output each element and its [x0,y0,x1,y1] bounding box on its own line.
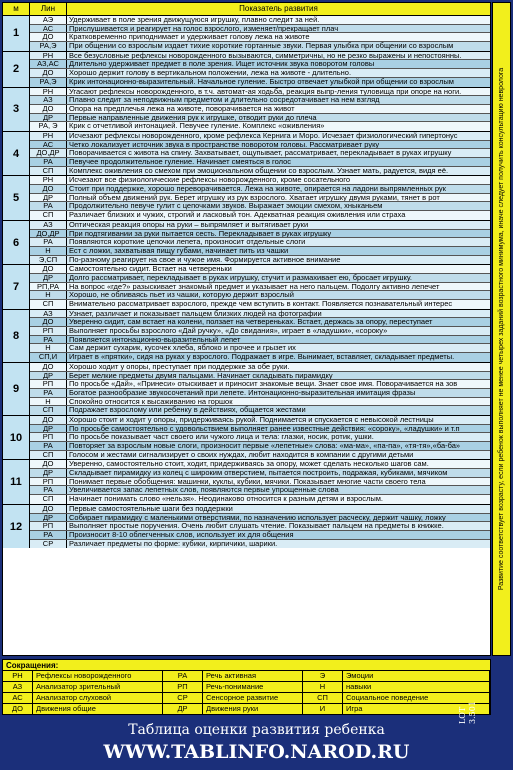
month-number: 5 [3,176,30,219]
indicator-text: Четко локализует источник звука в пространстве поворотом головы. Рассматривает руку [69,140,380,149]
site-url: WWW.TABLINFO.NAROD.RU [103,741,410,763]
indicator-text: Хорошо стоит и ходит у опоры, придерживаясь рукой. Поднимается и спускается с невысокой лестницы [69,415,434,424]
abbreviation-meaning: Речь активная [203,671,303,682]
line-code: ДО [30,265,67,273]
indicator-text: Начинает понимать слово «нельзя». Неодинаково относится к разным детям и взрослым. [69,495,384,504]
indicator-text: Узнает, различает и показывает пальцем близких людей на фотографии [69,309,322,318]
line-code: ДО [30,505,67,513]
line-code: АЗ [30,310,67,318]
line-code: РА [30,158,67,166]
table-row [30,122,490,131]
table-row [30,363,490,372]
line-code: ДР [30,514,67,522]
table-row [30,274,490,283]
indicator-text: Повторяет за взрослым новые слоги, произносит первые «лепетные» слова: «ма-ма», «па-па», «тя-тя»,«ба-ба» [69,442,461,450]
line-code: ДО,ДР [30,230,67,238]
indicator-text: Стоит при поддержке, хорошо переворачивается. Лежа на животе, опирается на ладони выпрямленных рук [69,185,446,193]
abbreviation-code: ДР [163,704,203,715]
table-row [30,167,490,176]
indicator-text: Крик с отчетливой интонацией. Певучее гуление. Комплекс «оживления» [69,122,325,131]
line-code: ДО [30,416,67,424]
abbreviation-meaning: Игра [343,704,490,715]
table-row [30,158,490,167]
indicator-text: Появляется интонационно-выразительный лепет [69,335,241,344]
table-row [30,69,490,78]
abbreviation-code: РН [3,671,33,682]
indicator-text: Долго рассматривает, перекладывает в руках игрушку, стучит и размахивает ею, бросает игрушку. [69,273,412,282]
month-rows [30,416,490,459]
abbreviation-code: Э [303,671,343,682]
line-code: АС [30,25,67,33]
month-number: 1 [3,16,30,51]
table-row [30,442,490,451]
line-code: АЗ [30,96,67,104]
line-code: ДО [30,33,67,41]
abbreviation-meaning: Анализатор слуховой [33,693,163,704]
table-row [30,52,490,61]
indicator-text: Произносит 8-10 облегченных слов, использует их для общения [69,530,294,539]
indicator-text: Крик интонационно-выразительный. Начальное гуление. Быстро отвечает улыбкой при общении со взрослым [69,77,454,86]
indicator-text: Складывает пирамидку из колец с широким отверстием, пытается построить, подражая, кубиками, мячиком [69,469,448,477]
line-code: РА [30,486,67,494]
table-row [30,265,490,274]
month-number: 8 [3,310,30,362]
indicator-text: Первые направленные движения рук к игрушке, отводит руки до плеча [69,113,317,122]
table-row [30,96,490,105]
month-group [3,88,490,132]
lot-value: 3.501 [468,701,477,724]
month-number: 2 [3,52,30,87]
indicator-text: Различает близких и чужих, строгий и ласковый тон. Адекватная реакция оживления или страха [69,211,406,220]
abbreviation-code: РП [163,682,203,693]
indicator-text: Подражает взрослому или ребенку в действиях, общается жестами [69,406,306,415]
table-row [30,132,490,141]
indicator-text: Появляются короткие цепочки лепета, произносит отдельные слоги [69,238,306,246]
indicator-text: Уверенно сидит, сам встает на колени, ползает на четвереньках. Встает, держась за опору, переступает [69,318,433,327]
table-row [30,42,490,51]
abbreviation-code: АС [3,693,33,704]
table-row [30,78,490,87]
month-number: 9 [3,363,30,415]
line-code: ДО [30,69,67,77]
table-row [30,256,490,265]
month-groups [3,16,490,548]
indicator-text: Собирает пирамидку с маленькими отверстиями, по назначению использует расческу, держит чашку, ложку [69,513,446,522]
table-row [30,283,490,292]
indicator-text: Удерживает в поле зрения движущуюся игрушку, плавно следит за ней. [69,16,320,24]
month-rows [30,16,490,51]
table-row [30,105,490,114]
indicator-text: По-разному реагирует на свое и чужое имя. Формируется активное внимание [69,255,341,264]
abbreviation-meaning: Рефлексы новорожденного [33,671,163,682]
table-row [30,505,490,514]
line-code: ДР [30,469,67,477]
table-row [30,344,490,353]
month-rows [30,363,490,415]
abbreviations-title: Сокращения: [3,660,490,671]
indicator-text: Ест с ложки, захватывая пищу губами, начинает пить из чашки [69,246,289,255]
abbreviation-meaning: Движения руки [203,704,303,715]
table-row [30,540,490,549]
table-row [30,389,490,398]
indicator-text: Прислушивается и реагирует на голос взрослого, изменяет/прекращает плач [69,24,339,33]
table-row [30,291,490,300]
month-group [3,505,490,548]
line-code: ДО [30,363,67,371]
line-code: ДР [30,194,67,202]
month-rows [30,176,490,219]
indicator-text: При подтягивании за руки пытается сесть. Перекладывает в руках игрушку [69,229,332,238]
abbreviation-meaning: Эмоции [343,671,490,682]
line-code: АЭ [30,16,67,24]
table-row [30,16,490,25]
line-code: АС [30,141,67,149]
month-group [3,363,490,416]
line-code: АЗ [30,221,67,229]
indicator-text: По просьбе самостоятельно с удовольствием выполняет ранее известные действия: «сороку», «ладушки» и т.п [69,424,460,433]
abbreviation-code: СП [303,693,343,704]
poster-title: Таблица оценки развития ребенка [128,722,385,738]
table-row [30,310,490,319]
month-group [3,176,490,220]
indicator-text: Плавно следит за неподвижным предметом и длительно сосредотачивает на нем взгляд [69,96,380,104]
month-number: 10 [3,416,30,459]
abbreviation-code: СР [163,693,203,704]
abbreviation-code: И [303,704,343,715]
month-group [3,460,490,504]
abbreviation-meaning: Сенсорное развитие [203,693,303,704]
line-code: РН [30,52,67,60]
table-row [30,469,490,478]
line-code: ДР [30,274,67,282]
indicator-text: Поворачивается с живота на спину. Захватывает, ощупывает, рассматривает, перекладывает в руках игрушку [69,149,452,157]
table-row [30,531,490,540]
month-number: 6 [3,221,30,264]
indicator-text: Берет мелкие предметы двумя пальцами. Начинает складывать пирамидку [69,371,333,380]
month-number: 12 [3,505,30,548]
table-row [30,495,490,504]
table-header [3,3,490,16]
line-code: РН [30,176,67,184]
line-code: СП [30,300,67,309]
indicator-text: Выполняет простые поручения. Очень любит слушать чтение. Показывает пальцем на предметы в книжке. [69,522,444,530]
table-row [30,221,490,230]
line-code: РА, Э [30,122,67,131]
line-code: РА [30,202,67,210]
line-code: РА,Э [30,42,67,51]
table-row [30,88,490,97]
indicator-text: Хорошо ходит у опоры, преступает при поддержке за обе руки. [69,362,290,371]
month-group [3,16,490,52]
indicator-text: Полный объем движений рук. Берет игрушку из рук взрослого. Хватает игрушку двумя руками, тянет в рот [69,193,440,202]
line-code: РП [30,380,67,388]
abbreviation-code: РА [163,671,203,682]
table-row [30,194,490,203]
indicator-text: Певучее продолжительное гуление. Начинает смеяться в голос [69,158,292,166]
table-row [30,60,490,69]
indicator-text: Исчезают все физиологические рефлексы новорожденного, кроме сосательного [69,176,351,185]
abbreviation-meaning: Движения общие [33,704,163,715]
table-row [30,336,490,345]
table-row [30,380,490,389]
table-row [30,433,490,442]
table-row [30,202,490,211]
line-code: РП,РА [30,283,67,291]
abbreviation-meaning: навыки [343,682,490,693]
table-row [30,486,490,495]
indicator-text: Кратковременно приподнимает и удерживает голову лежа на животе [69,33,310,42]
line-code: ДР [30,425,67,433]
line-code: СП [30,495,67,504]
line-code: Э,СП [30,256,67,265]
indicator-text: Самостоятельно сидит. Встает на четвереньки [69,265,232,273]
month-group [3,310,490,363]
table-row [30,149,490,158]
abbreviation-meaning: Анализатор зрительный [33,682,163,693]
indicator-text: Играет в «прятки», сидя на руках у взрослого. Подражает в игре. Вынимает, вставляет, складывает предметы. [69,353,455,362]
table-row [30,416,490,425]
month-number: 3 [3,88,30,131]
month-group [3,132,490,176]
abbreviation-code: Н [303,682,343,693]
line-code: Н [30,344,67,352]
header-indicator: Показатель развития [239,4,318,13]
month-rows [30,221,490,264]
indicator-text: Уверенно, самостоятельно стоит, ходит, придерживаясь за опору, может сделать несколько шагов сам. [69,460,429,469]
indicator-text: Комплекс оживления со смехом при эмоциональном общении со взрослым. Узнает мать, радуется, видя её. [69,166,449,175]
month-group [3,265,490,309]
line-code: РА,Э [30,78,67,87]
table-row [30,33,490,42]
side-note: Развитие соответствует возрасту, если ребенок выполняет не менее четырех заданий возрастного минимума, иначе следует получить консультацию невролога [497,67,505,591]
abbreviation-code: ДО [3,704,33,715]
month-rows [30,88,490,131]
table-row [30,425,490,434]
month-number: 11 [3,460,30,503]
line-code: РП [30,433,67,441]
indicator-text: Выполняет просьбы взрослого «Дай ручку», «До свидания», играет в «ладушки», «сороку» [69,327,388,335]
indicator-text: По просьбе «Дай», «Принеси» отыскивает и приносит знакомые вещи. Знает свое имя. Поворачивается на зов [69,380,458,388]
month-number: 7 [3,265,30,308]
line-code: РН [30,132,67,140]
line-code: СР [30,540,67,549]
month-rows [30,52,490,87]
table-row [30,327,490,336]
table-row [30,353,490,362]
abbreviation-meaning: Речь-понимание [203,682,303,693]
line-code: ДО [30,185,67,193]
line-code: ДР [30,114,67,122]
line-code: Н [30,398,67,406]
line-code: Н [30,291,67,299]
month-rows [30,505,490,548]
line-code: АЗ,АС [30,60,67,68]
month-group [3,416,490,460]
line-code: ДО [30,105,67,113]
table-row [30,141,490,150]
line-code: СП [30,211,67,220]
table-row [30,25,490,34]
table-row [30,372,490,381]
indicator-text: Богатое разнообразие звукосочетаний при лепете. Интонационно-выразительная имитация фразы [69,388,416,397]
indicator-text: При общении со взрослым издает тихие короткие гортанные звуки. Первая улыбка при общении со взрослым [69,42,454,51]
indicator-text: Спокойно относится к высаживанию на горшок [69,397,233,406]
line-code: РА [30,389,67,397]
indicator-text: Угасают рефлексы новорожденного, в т.ч. автомат-ая ходьба, реакция выпр-ления туловища при опоре на ноги. [69,87,462,96]
development-table [2,2,491,656]
abbreviations-grid [3,671,490,715]
indicator-text: Первые самостоятельные шаги без поддержки [69,504,233,513]
month-number: 4 [3,132,30,175]
table-row [30,522,490,531]
line-code: Н [30,247,67,255]
indicator-text: По просьбе показывает част своего или чужого лица и тела: глазки, носик, ротик, ушки. [69,433,374,441]
line-code: РА [30,442,67,450]
side-note-band [492,2,511,656]
line-code: РА [30,238,67,246]
indicator-text: Различает предметы по форме: кубики, кирпичики, шарики. [69,539,278,548]
indicator-text: Оптическая реакция опоры на руки – выпрямляет и вытягивает руки [69,220,309,229]
indicator-text: Внимательно рассматривает взрослого, прежде чем вступить в контакт. Появляется познавательный интерес [69,300,453,308]
table-row [30,478,490,487]
line-code: ДО,ДР [30,149,67,157]
lot-label: LOT [458,706,467,724]
indicator-text: Сам держит сухарик, кусочек хлеба, яблоко и прочее и грызет их [69,344,296,353]
header-line: Лин [30,3,67,15]
month-group [3,52,490,88]
abbreviations-panel [2,659,491,715]
lot-number [458,701,478,724]
abbreviation-meaning: Социальное поведение [343,693,490,704]
indicator-text: Увеличивается запас лепетных слов, появляются первые упрощенные слова [69,486,339,495]
table-row [30,114,490,123]
indicator-text: На вопрос «где?» разыскивает знакомый предмет и указывает на него пальцем. Подолгу активно лепечет [69,282,440,291]
line-code: СП,И [30,353,67,362]
line-code: РП [30,478,67,486]
line-code: РА [30,336,67,344]
line-code: РА [30,531,67,539]
month-group [3,221,490,265]
month-rows [30,460,490,503]
table-row [30,211,490,220]
indicator-text: Понимает первые обобщения: машинки, куклы, кубики, мячики. Показывает многие части своего тела [69,477,426,486]
month-rows [30,310,490,362]
line-code: РН [30,88,67,96]
table-row [30,514,490,523]
table-row [30,230,490,239]
indicator-text: Все безусловные рефлексы новорожденного вызываются, симметричны, но не резко выражены и непостоянны. [69,51,462,60]
line-code: СП [30,406,67,415]
indicator-text: Голосом и жестами сигнализирует о своих нуждах, любит находится в компании с другими детьми [69,450,414,459]
table-row [30,406,490,415]
line-code: РП [30,522,67,530]
line-code: СП [30,167,67,176]
indicator-text: Продолжительно певуче гулит с цепочками звуков. Выражает эмоции смехом, хныканьем [69,202,383,211]
abbreviation-code: АЗ [3,682,33,693]
line-code: СП [30,451,67,460]
indicator-text: Опора на предплечья лежа на животе, поворачивается на живот [69,104,295,113]
month-rows [30,132,490,175]
table-row [30,238,490,247]
line-code: ДО [30,318,67,326]
table-row [30,451,490,460]
indicator-text: Хорошо, не обливаясь пьет из чашки, которую держит взрослый [69,291,294,299]
table-row [30,300,490,309]
line-code: РП [30,327,67,335]
table-row [30,460,490,469]
indicator-text: Длительно удерживает предмет в поле зрения. Ищет источник звука поворотом головы [69,60,375,69]
table-row [30,176,490,185]
table-row [30,398,490,407]
table-row [30,318,490,327]
indicator-text: Хорошо держит голову в вертикальном положении, лежа на животе - длительно. [69,69,352,77]
indicator-text: Исчезают рефлексы новорожденного, кроме рефлекса Кернига и Моро. Исчезает физиологический гипертонус [69,131,458,140]
table-row [30,247,490,256]
header-month: м [3,3,30,15]
line-code: ДР [30,372,67,380]
line-code: ДО [30,460,67,468]
month-rows [30,265,490,308]
table-row [30,185,490,194]
